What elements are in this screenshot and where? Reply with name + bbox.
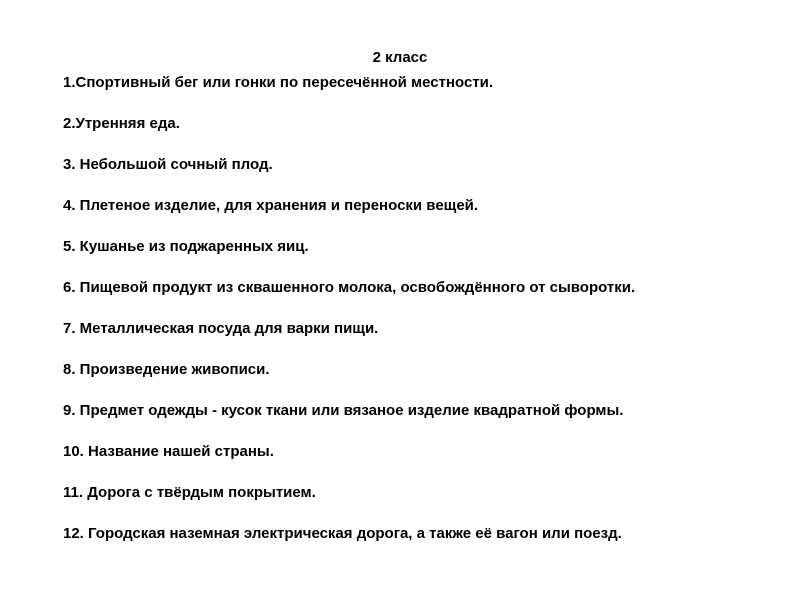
question-list bbox=[63, 73, 783, 544]
slide-title: 2 класс bbox=[372, 49, 428, 66]
question-item-6: 6. Пищевой продукт из сквашенного молока, освобождённого от сыворотки. bbox=[63, 279, 636, 296]
question-item-7: 7. Металлическая посуда для варки пищи. bbox=[63, 320, 379, 337]
question-item-10: 10. Название нашей страны. bbox=[63, 443, 274, 460]
question-item-12: 12. Городская наземная электрическая дорога, а также её вагон или поезд. bbox=[63, 525, 622, 542]
question-item-8: 8. Произведение живописи. bbox=[63, 361, 270, 378]
question-item-3: 3. Небольшой сочный плод. bbox=[63, 156, 273, 173]
question-item-9: 9. Предмет одежды - кусок ткани или вязаное изделие квадратной формы. bbox=[63, 402, 624, 419]
question-item-5: 5. Кушанье из поджаренных яиц. bbox=[63, 238, 309, 255]
question-item-1: 1.Спортивный бег или гонки по пересечённой местности. bbox=[63, 74, 494, 91]
question-item-11: 11. Дорога с твёрдым покрытием. bbox=[63, 484, 316, 501]
question-item-2: 2.Утренняя еда. bbox=[63, 115, 180, 132]
question-item-4: 4. Плетеное изделие, для хранения и переноски вещей. bbox=[63, 197, 479, 214]
